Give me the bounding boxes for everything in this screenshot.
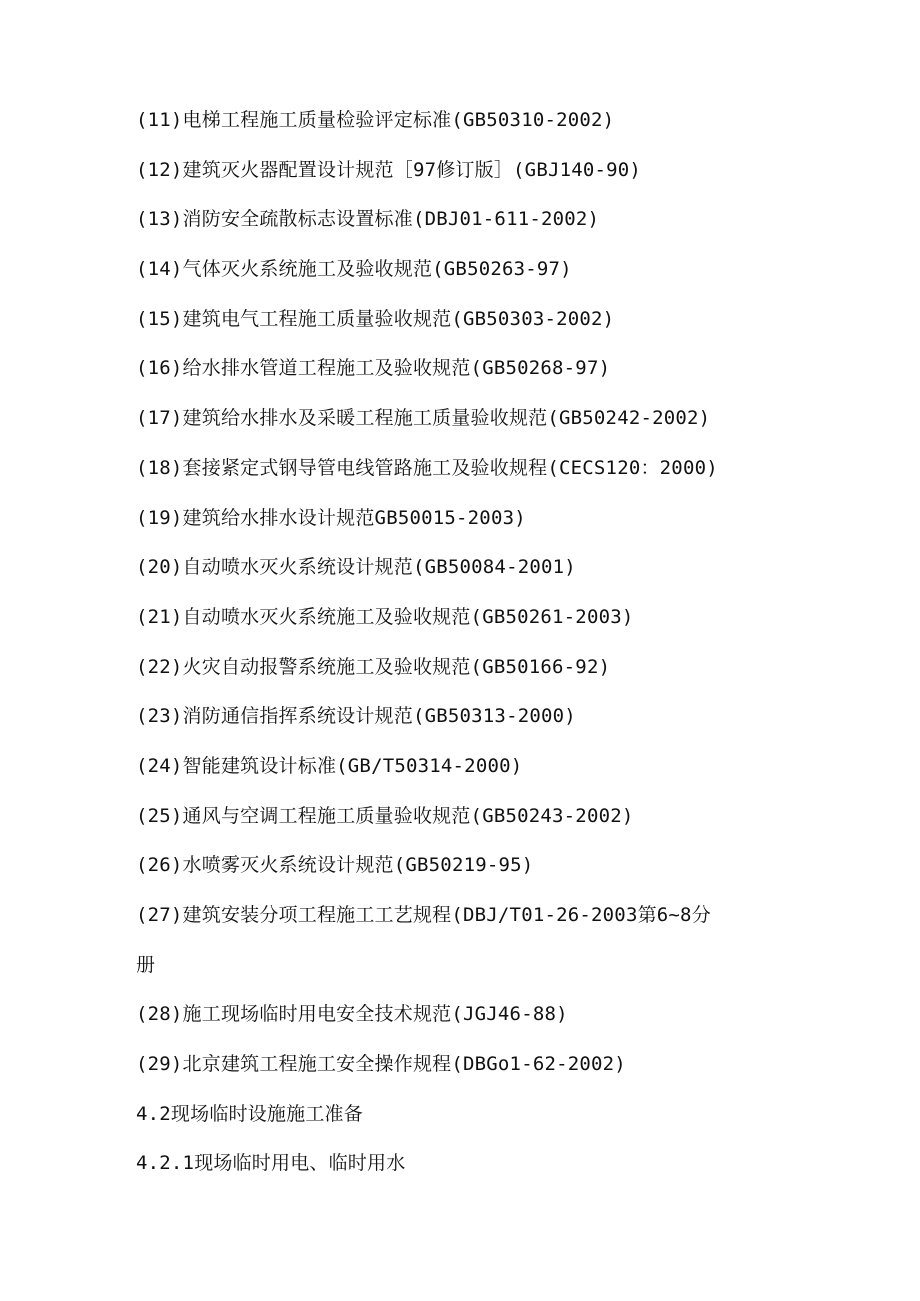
list-item-23: (23)消防通信指挥系统设计规范(GB50313-2000) [136,705,576,728]
list-item-12: (12)建筑灭火器配置设计规范［97修订版］(GBJ140-90) [136,158,642,181]
list-item-19: (19)建筑给水排水设计规范GB50015-2003) [136,506,526,529]
list-item-24: (24)智能建筑设计标准(GB/T50314-2000) [136,754,523,777]
list-item-11: (11)电梯工程施工质量检验评定标准(GB50310-2002) [136,109,615,131]
list-item-27-line1: (27)建筑安装分项工程施工工艺规程(DBJ/T01-26-2003第6~8分 [136,904,711,926]
standards-list [136,108,736,1201]
list-item-17: (17)建筑给水排水及采暖工程施工质量验收规范(GB50242-2002) [136,407,711,430]
list-item-27-line2: 册 [136,953,156,976]
list-item-20: (20)自动喷水灭火系统设计规范(GB50084-2001) [136,556,576,579]
list-item-21: (21)自动喷水灭火系统施工及验收规范(GB50261-2003) [136,605,634,628]
list-item-16: (16)给水排水管道工程施工及验收规范(GB50268-97) [136,357,611,380]
section-heading-4-2: 4.2现场临时设施施工准备 [136,1102,363,1125]
section-heading-4-2-1: 4.2.1现场临时用电、临时用水 [136,1152,406,1175]
list-item-14: (14)气体灭火系统施工及验收规范(GB50263-97) [136,258,572,281]
list-item-13: (13)消防安全疏散标志设置标准(DBJ01-611-2002) [136,208,600,231]
list-item-22: (22)火灾自动报警系统施工及验收规范(GB50166-92) [136,655,611,678]
list-item-15: (15)建筑电气工程施工质量验收规范(GB50303-2002) [136,307,615,330]
list-item-26: (26)水喷雾灭火系统设计规范(GB50219-95) [136,854,534,877]
list-item-29: (29)北京建筑工程施工安全操作规程(DBGo1-62-2002) [136,1053,626,1076]
list-item-28: (28)施工现场临时用电安全技术规范(JGJ46-88) [136,1003,568,1026]
list-item-25: (25)通风与空调工程施工质量验收规范(GB50243-2002) [136,804,634,827]
list-item-18: (18)套接紧定式钢导管电线管路施工及验收规程(CECS120：2000) [136,456,718,479]
